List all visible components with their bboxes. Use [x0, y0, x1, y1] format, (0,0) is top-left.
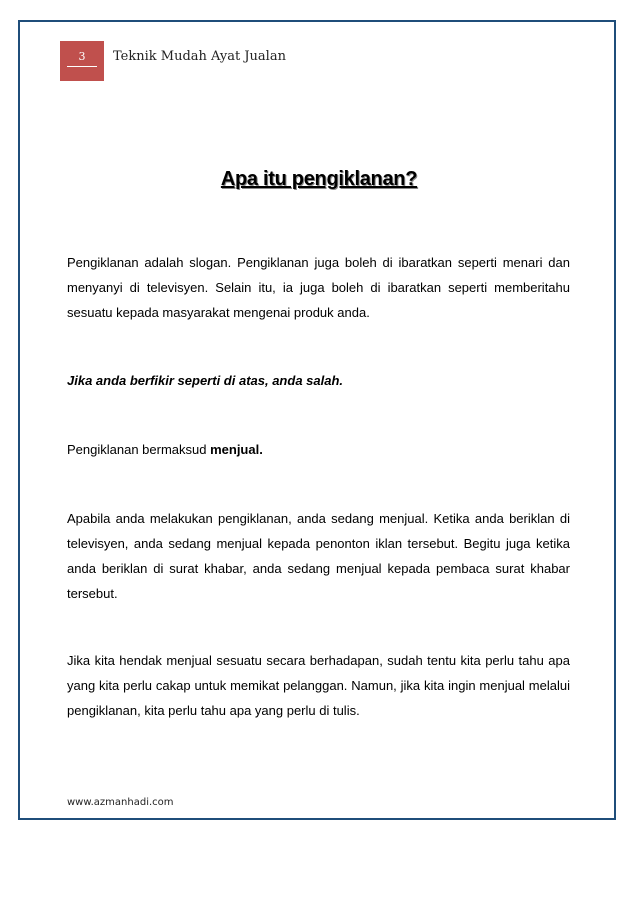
paragraph-meaning-bold: menjual. — [210, 442, 263, 457]
paragraph-writing: Jika kita hendak menjual sesuatu secara berhadapan, sudah tentu kita perlu tahu apa yang kita perlu cakap untuk memikat pelanggan. Namun, jika kita ingin menjual melalui pengiklanan, kita perlu tahu apa yang perlu di tulis. — [67, 653, 570, 718]
document-heading: Apa itu pengiklanan? — [220, 168, 418, 190]
page-number-rule — [67, 66, 97, 67]
paragraph-meaning — [67, 437, 570, 462]
paragraph-selling: Apabila anda melakukan pengiklanan, anda sedang menjual. Ketika anda beriklan di televisyen, anda sedang menjual kepada penonton iklan tersebut. Begitu juga ketika anda beriklan di surat khabar, anda sedang menjual kepada pembaca surat khabar tersebut. — [67, 511, 570, 601]
paragraph-slogan: Pengiklanan adalah slogan. Pengiklanan juga boleh di ibaratkan seperti menari dan menyanyi di televisyen. Selain itu, ia juga boleh di ibaratkan seperti memberitahu sesuatu kepada masyarakat mengenai produk anda. — [67, 255, 570, 320]
page-number-badge — [60, 41, 104, 81]
page-number: 3 — [78, 50, 86, 63]
paragraph-wrong: Jika anda berfikir seperti di atas, anda salah. — [67, 373, 344, 388]
footer-url: www.azmanhadi.com — [67, 797, 174, 808]
header-title: Teknik Mudah Ayat Jualan — [113, 49, 286, 64]
paragraph-meaning-lead: Pengiklanan bermaksud — [67, 442, 211, 457]
